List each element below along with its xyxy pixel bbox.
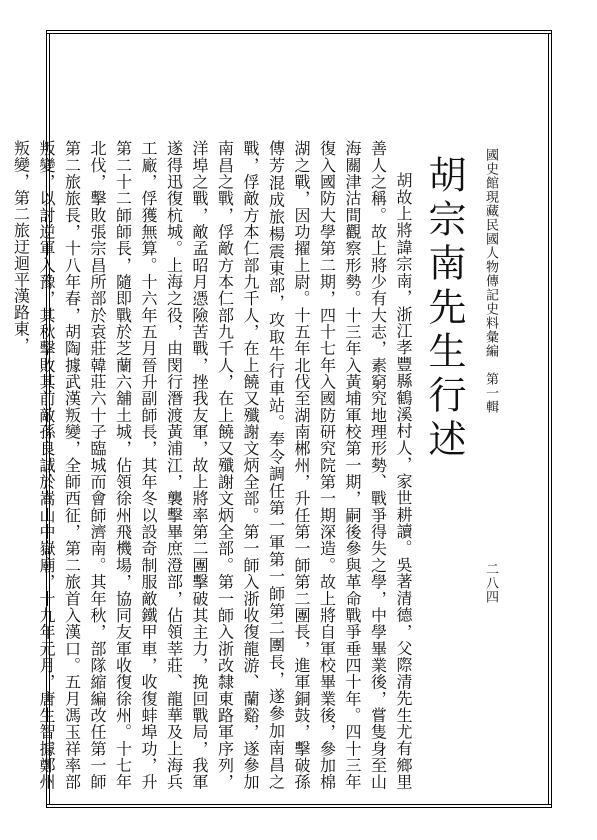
page-border-top [46,30,552,31]
page-border-bottom-inner [46,807,552,808]
page-border-bottom [46,804,552,805]
page-border-top-inner [46,33,552,34]
page-number: 二八四 [483,562,498,604]
body-paragraph: 胡故上將諱宗南，浙江孝豐縣鶴溪村人，家世耕讀。吳著清德，父際清先生尤有鄉里善人之稱。故上將少有大志，素窮究地理形勢、戰爭得失之學，中學畢業後，嘗隻身至山海關津沽間觀察形勢。十三年入黃埔軍校第一期，嗣後參與革命戰爭垂四十年。四十三年復入國防大學第二期，四十七年入國防研究院第一期深造。故上將自軍校畢業後，參加棉湖之戰，因功擢上尉。十五年北伐至湖南郴州，升任第一師第二團長，進軍銅鼓，擊破孫傳芳混成旅楊震東部，攻取牛行車站。奉令調任第一軍第一師第二團長，遂參加南昌之戰，俘敵方本仁部九千人，在上饒又殲謝文炳全部。第一師入浙收復龍游、蘭谿，遂參加南昌之戰，俘敵方本仁部九千人，在上饒又殲謝文炳全部。第一師入浙改隸東路軍序列，洋埠之戰，敵孟昭月憑險苦戰，挫我友軍，故上將率第二團擊破其主力，挽回戰局，我軍遂得迅復杭城。上海之役，由閔行潛渡黃浦江，襲擊畢庶澄部，佔領莘莊、龍華及上海兵工廠，俘獲無算。十六年五月晉升副師長，其年冬以設奇制服敵鐵甲車，收復蚌埠功，升第二十二師師長，隨即戰於芝蘭六舖土城，佔領徐州飛機場，協同友軍收復徐州。十七年北伐，擊敗張宗昌所部於袁莊韓莊六十子臨城而會師濟南。其年秋，部隊縮編改任第一師第二旅旅長，十八年春，胡陶據武漢叛變，全師西征，第二旅首入漢口。五月馮玉祥率部叛變，以討逆軍入豫，其秋擊敗其前敵孫良誠於嵩山中嶽廟，十九年元月，唐生智據鄭州叛變，第二旅迂迴平漢路東， [11,140,413,790]
series-title: 國史館現藏民國人物傳記史料彙編 第一輯 [483,148,498,414]
body-text [11,140,416,790]
page-border-right [551,30,552,808]
page-border-right-inner [548,33,549,805]
article-title: 胡宗南先生行述 [422,155,466,463]
